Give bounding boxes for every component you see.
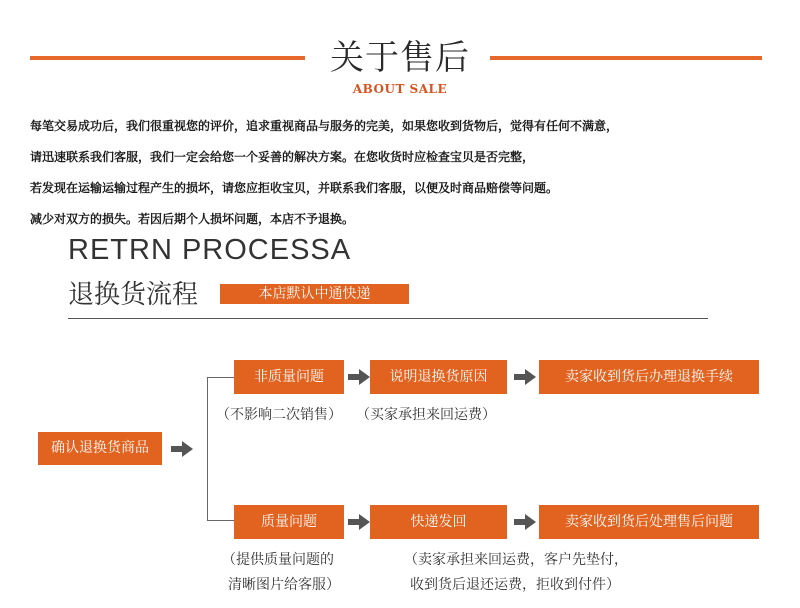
flow-bracket-vertical: [207, 377, 208, 521]
right-arrow-icon: [514, 514, 536, 530]
right-arrow-icon: [348, 514, 370, 530]
note-quality-photo-2: 清晰图片给客服）: [228, 577, 340, 593]
note-quality-photo-1: （提供质量问题的: [222, 552, 334, 568]
courier-badge: 本店默认中通快递: [220, 284, 409, 304]
note-buyer-pays-shipping: （买家承担来回运费）: [356, 407, 496, 423]
step-quality-issue: 质量问题: [234, 505, 344, 539]
step-non-quality-issue: 非质量问题: [234, 360, 344, 394]
flow-bracket-bottom: [207, 520, 234, 521]
right-arrow-icon: [348, 369, 370, 385]
note-seller-shipping-2: 收到货后退还运费，拒收到付件）: [410, 577, 620, 593]
step-seller-process-return: 卖家收到货后办理退换手续: [539, 360, 759, 394]
intro-line-2: 请迅速联系我们客服，我们一定会给您一个妥善的解决方案。在您收货时应检查宝贝是否完整，: [30, 150, 535, 164]
section-title-en: RETRN PROCESSA: [68, 234, 352, 266]
step-seller-after-sale: 卖家收到货后处理售后问题: [539, 505, 759, 539]
right-arrow-icon: [514, 369, 536, 385]
intro-line-1: 每笔交易成功后，我们很重视您的评价，追求重视商品与服务的完美，如果您收到货物后，觉得有任何不满意，: [30, 119, 619, 133]
step-explain-reason: 说明退换货原因: [370, 360, 507, 394]
page-subtitle: ABOUT SALE: [352, 82, 448, 96]
intro-line-3: 若发现在运输运输过程产生的损坏，请您应拒收宝贝，并联系我们客服，以便及时商品赔偿等问题。: [30, 181, 559, 195]
section-divider: [68, 318, 708, 319]
note-seller-shipping-1: （卖家承担来回运费，客户先垫付，: [404, 552, 628, 568]
step-ship-back: 快递发回: [370, 505, 507, 539]
section-title-cn: 退换货流程: [68, 280, 199, 310]
start-step-box: 确认退换货商品: [38, 432, 162, 465]
intro-line-4: 减少对双方的损失。若因后期个人损坏问题，本店不予退换。: [30, 212, 355, 226]
right-arrow-icon: [171, 441, 193, 457]
note-no-resale-impact: （不影响二次销售）: [216, 407, 342, 423]
page-title: 关于售后: [330, 38, 470, 78]
flow-bracket-top: [207, 377, 234, 378]
